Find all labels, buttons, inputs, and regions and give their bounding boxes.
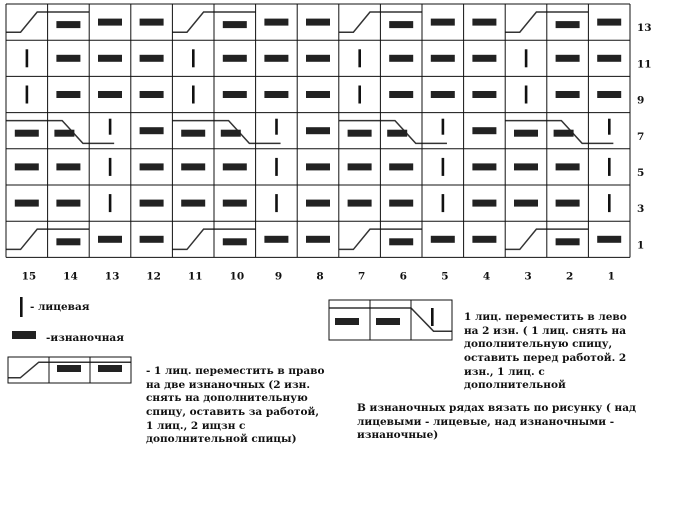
cable-right-icon [172, 229, 214, 249]
purl-stitch-icon [56, 200, 80, 207]
stitch-P [264, 19, 288, 26]
purl-stitch-icon [56, 163, 80, 170]
stitch-P [140, 55, 164, 62]
stitch-P [15, 200, 39, 207]
purl-stitch-icon [472, 236, 496, 243]
purl-stitch-icon [387, 130, 407, 137]
stitch-cross-left-mid [547, 121, 589, 144]
purl-stitch-icon [223, 55, 247, 62]
stitch-K [608, 194, 611, 212]
purl-stitch-icon [181, 200, 205, 207]
stitch-cross-left-start [505, 121, 547, 137]
purl-rows-note: В изнаночных рядах вязать по рисунку ( над лицевыми - лицевые, над изнаночными - изнаночные) [357, 402, 637, 442]
legend-cable-left [329, 300, 452, 340]
stitch-cross-right-end [48, 12, 90, 28]
stitch-P [597, 55, 621, 62]
stitch-P [556, 163, 580, 170]
stitch-P [389, 55, 413, 62]
purl-stitch-icon [556, 238, 580, 245]
legend-cable-right [8, 357, 131, 383]
stitch-P [472, 19, 496, 26]
purl-stitch-icon [56, 21, 80, 28]
knit-stitch-icon [442, 158, 445, 176]
knit-stitch-icon [608, 194, 611, 212]
stitch-P [472, 127, 496, 134]
legend-cross-right-text: - 1 лиц. переместить в право на две изнаночных (2 изн. снять на дополнительную спицу, оставить за работой, 1 лиц., 2 ищзн с дополнительной спицы) [146, 365, 325, 446]
purl-stitch-icon [140, 236, 164, 243]
purl-stitch-icon [98, 19, 122, 26]
row-number: 7 [637, 130, 645, 143]
legend-knit-label: - лицевая [30, 301, 90, 313]
stitch-K [358, 49, 361, 67]
stitch-P [306, 55, 330, 62]
cable-right-icon [172, 12, 214, 32]
knit-stitch-icon [192, 86, 195, 104]
knit-stitch-icon [275, 158, 278, 176]
purl-stitch-icon [221, 130, 241, 137]
purl-stitch-icon [306, 91, 330, 98]
knit-stitch-icon [109, 194, 112, 212]
stitch-K [109, 194, 112, 212]
stitch-K [192, 86, 195, 104]
stitch-P [389, 163, 413, 170]
stitch-cross-right-end [214, 12, 256, 28]
stitch-cross-right-end [380, 12, 422, 28]
col-number: 5 [441, 270, 449, 283]
purl-stitch-icon [306, 200, 330, 207]
stitch-P [472, 163, 496, 170]
purl-stitch-icon [556, 21, 580, 28]
stitch-K [525, 49, 528, 67]
stitch-P [56, 91, 80, 98]
stitch-P [556, 200, 580, 207]
stitch-P [389, 91, 413, 98]
purl-stitch-icon [556, 55, 580, 62]
stitch-P [181, 200, 205, 207]
purl-stitch-icon [140, 91, 164, 98]
knit-stitch-icon [192, 49, 195, 67]
purl-stitch-icon [98, 55, 122, 62]
knit-stitch-icon [525, 86, 528, 104]
purl-stitch-icon [556, 200, 580, 207]
cable-right-icon [339, 12, 381, 32]
stitch-P [472, 200, 496, 207]
purl-stitch-icon [56, 55, 80, 62]
stitch-cross-right-start [339, 229, 381, 249]
col-number: 3 [524, 270, 532, 283]
purl-stitch-icon [556, 91, 580, 98]
col-number: 9 [274, 270, 283, 283]
purl-stitch-icon [472, 19, 496, 26]
col-number: 15 [21, 270, 37, 283]
stitch-P [431, 91, 455, 98]
knit-stitch-icon [358, 49, 361, 67]
stitch-cross-left-end [89, 119, 114, 144]
stitch-K [275, 158, 278, 176]
stitch-cross-left-start [6, 121, 48, 137]
purl-stitch-icon [98, 365, 122, 372]
cable-right-icon [6, 229, 48, 249]
purl-stitch-icon [472, 91, 496, 98]
stitch-P [389, 200, 413, 207]
stitch-P [306, 236, 330, 243]
purl-stitch-icon [389, 238, 413, 245]
stitch-cross-right-start [6, 229, 48, 249]
stitch-P [431, 55, 455, 62]
purl-stitch-icon [472, 163, 496, 170]
purl-stitch-icon [306, 127, 330, 134]
stitch-cross-right-start [172, 12, 214, 32]
purl-stitch-icon [348, 200, 372, 207]
col-number: 12 [146, 270, 161, 283]
purl-stitch-icon [140, 55, 164, 62]
purl-stitch-icon [306, 55, 330, 62]
purl-stitch-icon [306, 19, 330, 26]
purl-stitch-icon [264, 91, 288, 98]
stitch-P [140, 200, 164, 207]
stitch-P [223, 55, 247, 62]
stitch-P [140, 127, 164, 134]
purl-stitch-icon [140, 19, 164, 26]
stitch-cross-right-start [505, 12, 547, 32]
stitch-P [98, 55, 122, 62]
purl-stitch-icon [556, 163, 580, 170]
purl-stitch-icon [306, 163, 330, 170]
stitch-cross-left-mid [214, 121, 256, 144]
legend-knit-icon [20, 297, 23, 317]
legend-purl-icon [12, 331, 36, 339]
purl-stitch-icon [389, 91, 413, 98]
purl-stitch-icon [597, 55, 621, 62]
stitch-cross-left-end [588, 119, 613, 144]
col-number: 6 [399, 270, 407, 283]
stitch-K [275, 194, 278, 212]
row-number: 9 [637, 94, 645, 107]
stitch-P [556, 91, 580, 98]
purl-stitch-icon [597, 91, 621, 98]
stitch-P [264, 236, 288, 243]
purl-stitch-icon [389, 163, 413, 170]
stitch-P [223, 163, 247, 170]
stitch-P [472, 55, 496, 62]
stitch-cross-left-start [339, 121, 381, 137]
stitch-P [348, 163, 372, 170]
stitch-K [26, 49, 29, 67]
purl-stitch-icon [15, 130, 39, 137]
col-number: 11 [187, 270, 203, 283]
purl-stitch-icon [431, 91, 455, 98]
stitch-P [597, 236, 621, 243]
stitch-cross-right-start [339, 12, 381, 32]
row-number: 11 [637, 58, 652, 71]
stitch-P [556, 55, 580, 62]
knit-stitch-icon [275, 119, 278, 135]
purl-stitch-icon [140, 127, 164, 134]
stitch-P [98, 19, 122, 26]
stitch-cross-right-end [547, 229, 589, 245]
stitch-cross-right-start [505, 229, 547, 249]
stitch-P [431, 236, 455, 243]
col-number: 10 [229, 270, 245, 283]
purl-stitch-icon [306, 236, 330, 243]
row-number: 5 [637, 166, 645, 179]
stitch-P [56, 55, 80, 62]
purl-stitch-icon [514, 200, 538, 207]
purl-stitch-icon [223, 163, 247, 170]
stitch-P [15, 163, 39, 170]
stitch-K [442, 194, 445, 212]
knit-stitch-icon [109, 119, 112, 135]
stitch-P [597, 19, 621, 26]
stitch-P [597, 91, 621, 98]
stitch-cross-right-start [6, 12, 48, 32]
purl-stitch-icon [431, 19, 455, 26]
purl-stitch-icon [514, 163, 538, 170]
cable-right-icon [339, 229, 381, 249]
purl-stitch-icon [181, 130, 205, 137]
purl-stitch-icon [472, 55, 496, 62]
stitch-P [306, 200, 330, 207]
row-number: 13 [637, 22, 652, 35]
stitch-P [181, 163, 205, 170]
stitch-P [264, 91, 288, 98]
col-number: 7 [358, 270, 366, 283]
purl-stitch-icon [223, 238, 247, 245]
purl-stitch-icon [389, 55, 413, 62]
stitch-K [358, 86, 361, 104]
purl-stitch-icon [264, 236, 288, 243]
col-number: 1 [607, 270, 615, 283]
knit-stitch-icon [525, 49, 528, 67]
purl-stitch-icon [431, 55, 455, 62]
stitch-P [98, 236, 122, 243]
stitch-cross-right-end [48, 229, 90, 245]
purl-stitch-icon [98, 91, 122, 98]
knit-stitch-icon [442, 119, 445, 135]
purl-stitch-icon [56, 238, 80, 245]
purl-stitch-icon [472, 200, 496, 207]
cable-right-icon [505, 229, 547, 249]
purl-stitch-icon [554, 130, 574, 137]
col-number: 13 [104, 270, 120, 283]
stitch-K [26, 86, 29, 104]
purl-stitch-icon [54, 130, 74, 137]
cable-right-icon [505, 12, 547, 32]
purl-stitch-icon [223, 91, 247, 98]
knit-stitch-icon [608, 119, 611, 135]
stitch-P [431, 19, 455, 26]
stitch-P [56, 200, 80, 207]
purl-stitch-icon [140, 163, 164, 170]
knit-stitch-icon [358, 86, 361, 104]
purl-stitch-icon [98, 236, 122, 243]
stitch-cross-right-end [547, 12, 589, 28]
knit-stitch-icon [26, 86, 29, 104]
stitch-cross-right-start [172, 229, 214, 249]
stitch-cross-right-end [380, 229, 422, 245]
stitch-P [514, 163, 538, 170]
cable-right-icon [6, 12, 48, 32]
stitch-K [192, 49, 195, 67]
col-number: 8 [316, 270, 324, 283]
purl-stitch-icon [389, 200, 413, 207]
legend-purl-label: -изнаночная [46, 332, 124, 344]
col-number: 4 [482, 270, 491, 283]
purl-stitch-icon [140, 200, 164, 207]
purl-stitch-icon [514, 130, 538, 137]
stitch-cross-left-mid [380, 121, 422, 144]
stitch-cross-right-end [214, 229, 256, 245]
purl-stitch-icon [335, 318, 359, 325]
purl-stitch-icon [264, 55, 288, 62]
knit-stitch-icon [275, 194, 278, 212]
stitch-cross-left-end [422, 119, 447, 144]
stitch-P [472, 91, 496, 98]
purl-stitch-icon [597, 19, 621, 26]
stitch-P [140, 91, 164, 98]
stitch-P [306, 91, 330, 98]
knit-stitch-icon [608, 158, 611, 176]
purl-stitch-icon [597, 236, 621, 243]
purl-stitch-icon [181, 163, 205, 170]
stitch-cross-left-end [256, 119, 281, 144]
purl-stitch-icon [472, 127, 496, 134]
purl-stitch-icon [264, 19, 288, 26]
stitch-K [608, 158, 611, 176]
stitch-P [223, 91, 247, 98]
purl-stitch-icon [57, 365, 81, 372]
purl-stitch-icon [56, 91, 80, 98]
knit-stitch-icon [431, 308, 434, 326]
knit-stitch-icon [26, 49, 29, 67]
col-number: 2 [566, 270, 574, 283]
knit-stitch-icon [109, 158, 112, 176]
stitch-P [140, 19, 164, 26]
legend-cross-left-text: 1 лиц. переместить в лево на 2 изн. ( 1 лиц. снять на дополнительную спицу, оставить перед работой. 2 изн., 1 лиц. с дополнительной [464, 311, 627, 392]
stitch-cross-left-mid [48, 121, 90, 144]
stitch-P [140, 163, 164, 170]
purl-stitch-icon [223, 21, 247, 28]
stitch-P [306, 163, 330, 170]
stitch-P [223, 200, 247, 207]
knit-stitch-icon [442, 194, 445, 212]
purl-stitch-icon [348, 163, 372, 170]
stitch-P [264, 55, 288, 62]
stitch-P [306, 19, 330, 26]
purl-stitch-icon [348, 130, 372, 137]
stitch-P [306, 127, 330, 134]
stitch-P [514, 200, 538, 207]
stitch-P [472, 236, 496, 243]
purl-stitch-icon [376, 318, 400, 325]
row-number: 3 [637, 203, 645, 216]
stitch-P [348, 200, 372, 207]
col-number: 14 [63, 270, 78, 283]
purl-stitch-icon [389, 21, 413, 28]
stitch-cross-left-start [172, 121, 214, 137]
stitch-K [525, 86, 528, 104]
stitch-K [442, 158, 445, 176]
purl-stitch-icon [223, 200, 247, 207]
stitch-P [98, 91, 122, 98]
stitch-K [109, 158, 112, 176]
purl-stitch-icon [15, 200, 39, 207]
purl-stitch-icon [431, 236, 455, 243]
row-number: 1 [637, 239, 645, 252]
purl-stitch-icon [15, 163, 39, 170]
stitch-P [140, 236, 164, 243]
stitch-P [56, 163, 80, 170]
